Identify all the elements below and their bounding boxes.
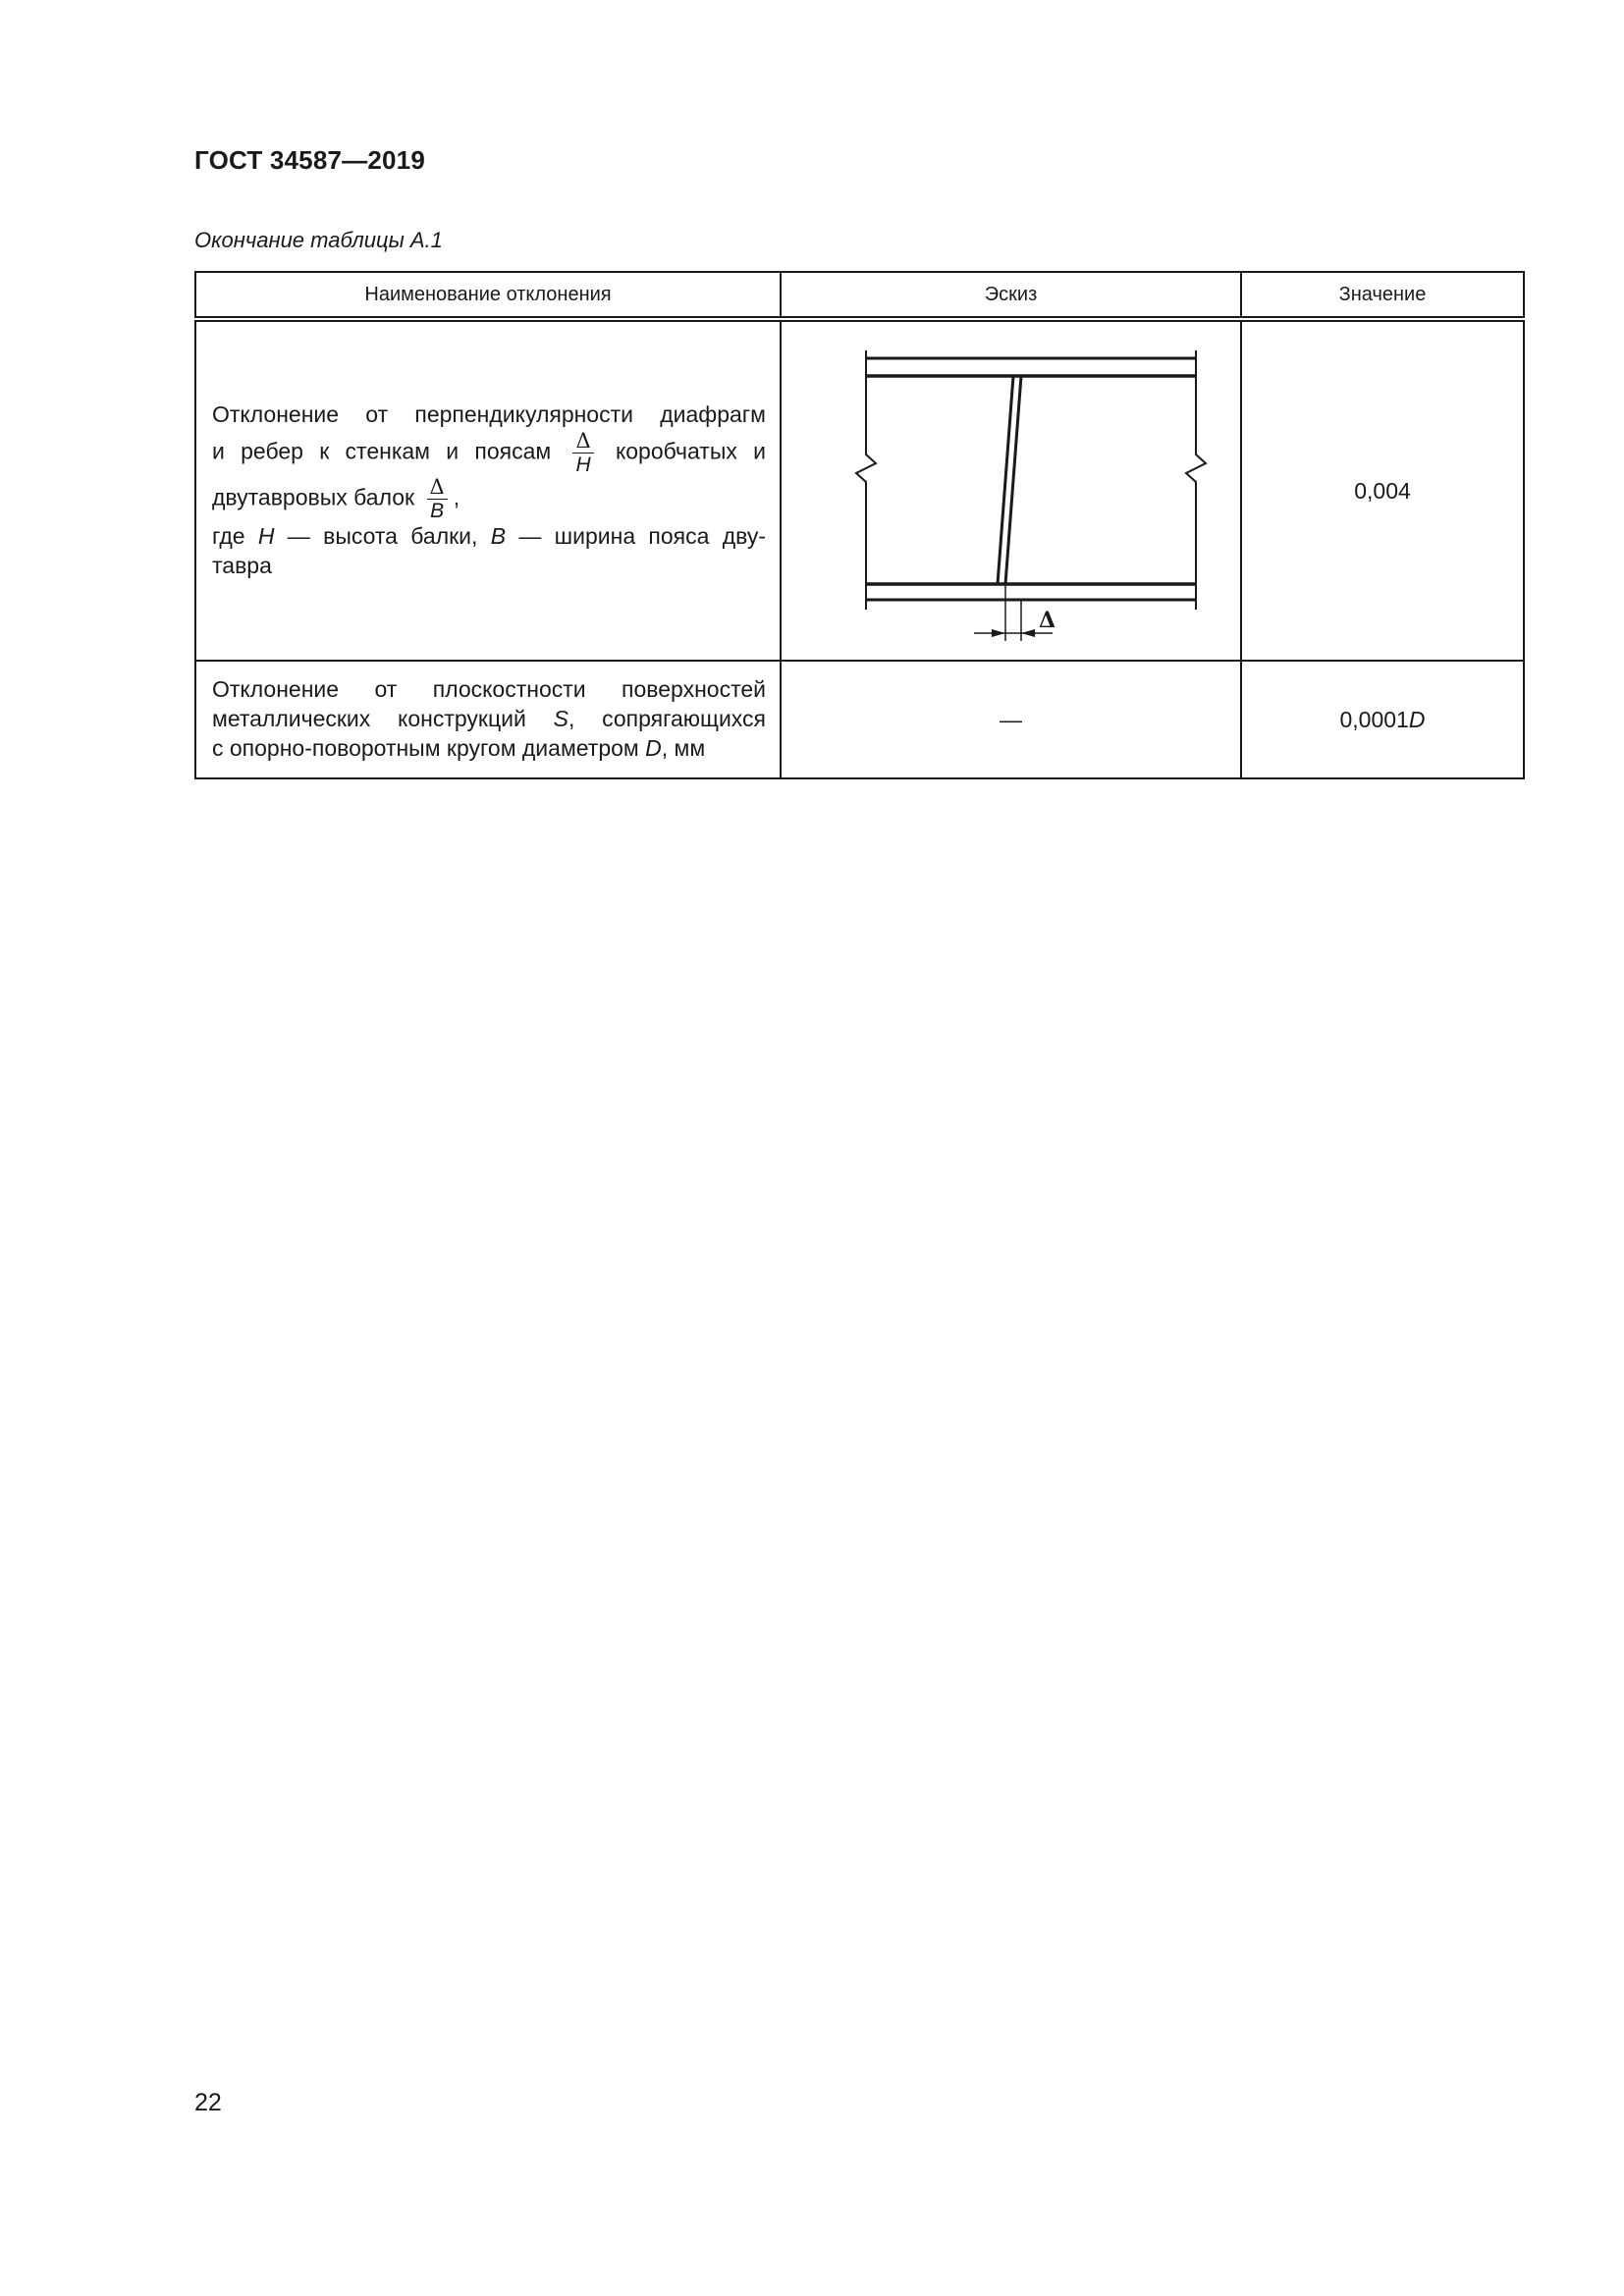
var-d: D xyxy=(645,734,662,761)
column-header-value: Значение xyxy=(1241,272,1524,319)
row1-line3-pre: двутавровых балок xyxy=(212,484,415,510)
row2-line2 xyxy=(212,705,766,734)
right-break-line xyxy=(1186,376,1206,584)
fraction-denominator: B xyxy=(430,500,445,523)
row2-line3 xyxy=(212,734,766,764)
diaphragm-right-edge xyxy=(1005,376,1021,584)
row2-line1: Отклонение от плоскостности поверхностей xyxy=(212,676,766,703)
beam-sketch xyxy=(805,329,1218,653)
deviation-name-cell xyxy=(195,319,781,661)
row1-line4-part: — высота балки, xyxy=(274,523,491,550)
row1-line1: Отклонение от перпендикулярности диафрагм xyxy=(212,401,766,428)
document-code: ГОСТ 34587—2019 xyxy=(194,145,425,175)
fraction-numerator: Δ xyxy=(572,430,593,454)
deviation-name-cell xyxy=(195,661,781,778)
page-number: 22 xyxy=(194,2089,222,2116)
row1-line5: тавра xyxy=(212,553,272,579)
dimension-label: Δ xyxy=(1038,608,1056,633)
row1-line4-part: — ширина пояса дву- xyxy=(506,523,766,550)
table-header-row xyxy=(195,272,1524,319)
row2-line2-part: , сопрягающихся xyxy=(568,706,767,732)
row2-line3-part: , мм xyxy=(661,734,706,761)
row1-line3-post: , xyxy=(453,484,460,510)
row1-line2 xyxy=(212,430,766,476)
var-b: B xyxy=(490,523,507,550)
row1-line3 xyxy=(212,476,766,522)
fraction-numerator: Δ xyxy=(427,476,448,500)
row2-line2-part: металлических конструкций xyxy=(212,706,554,732)
value-cell: 0,004 xyxy=(1241,319,1524,661)
deviation-table xyxy=(194,271,1525,779)
fraction-delta-h xyxy=(572,430,593,476)
diaphragm-left-edge xyxy=(998,376,1013,584)
dimension-arrow-right xyxy=(1021,629,1035,637)
row2-line3-part: с опорно-поворотным кругом диаметром xyxy=(212,734,646,761)
column-header-name: Наименование отклонения xyxy=(195,272,781,319)
var-s: S xyxy=(553,706,568,732)
table-caption: Окончание таблицы А.1 xyxy=(194,228,443,252)
row1-line2-post: коробчатых и xyxy=(615,438,766,464)
value-number: 0,0001 xyxy=(1339,706,1409,732)
row1-line4 xyxy=(212,522,766,552)
fraction-denominator: H xyxy=(575,454,591,476)
value-variable: D xyxy=(1408,706,1426,732)
sketch-cell xyxy=(781,319,1241,661)
table-row xyxy=(195,319,1524,661)
value-cell xyxy=(1241,661,1524,778)
dimension-arrow-left xyxy=(992,629,1005,637)
row1-line4-part: где xyxy=(212,523,258,550)
sketch-cell: — xyxy=(781,661,1241,778)
row1-line2-pre: и ребер к стенкам и поясам xyxy=(212,438,552,464)
fraction-delta-b xyxy=(427,476,448,522)
var-h: H xyxy=(257,523,275,550)
left-break-line xyxy=(856,376,876,584)
table-row xyxy=(195,661,1524,778)
column-header-sketch: Эскиз xyxy=(781,272,1241,319)
